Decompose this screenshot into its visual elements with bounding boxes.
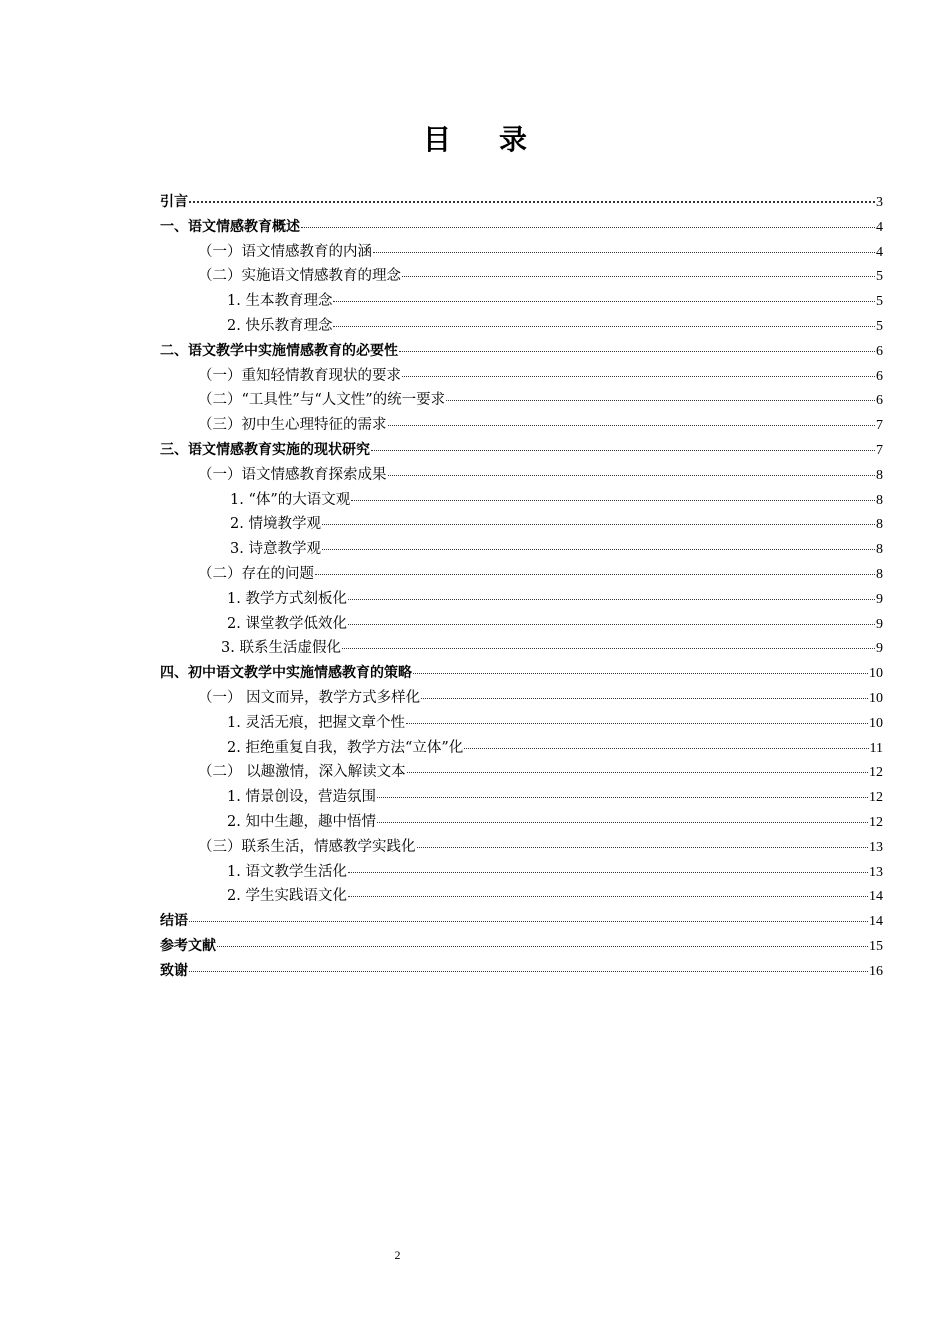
toc-page-number: 12: [869, 814, 883, 830]
toc-entry[interactable]: [160, 512, 883, 537]
toc-entry-title: （一）语文情感教育的内涵: [198, 243, 372, 260]
toc-entry[interactable]: [160, 587, 883, 612]
toc-entry-title: 引言: [160, 194, 188, 210]
toc-entry-title: 四、初中语文教学中实施情感教育的策略: [160, 665, 412, 682]
toc-entry-title: 1. 教学方式刻板化: [227, 590, 347, 607]
toc-leader-dots: [371, 450, 875, 451]
toc-entry-title: 1. 语文教学生活化: [227, 863, 347, 880]
toc-entry-title: 1. 灵活无痕，把握文章个性: [227, 714, 405, 731]
toc-entry[interactable]: [160, 810, 883, 835]
toc-entry[interactable]: [160, 686, 883, 711]
toc-entry-title: 2. 学生实践语文化: [227, 888, 347, 905]
toc-entry[interactable]: [160, 760, 883, 785]
toc-leader-dots: [377, 822, 868, 823]
toc-entry-title: （二）实施语文情感教育的理念: [198, 268, 401, 285]
toc-leader-dots: [351, 500, 875, 501]
toc-page-number: 11: [869, 740, 883, 756]
toc-leader-dots: [322, 524, 875, 525]
toc-leader-dots: [217, 946, 868, 947]
toc-page-number: 14: [869, 889, 883, 905]
toc-entry[interactable]: [160, 612, 883, 637]
toc-leader-dots: [464, 748, 868, 749]
toc-entry[interactable]: [160, 711, 883, 736]
toc-leader-dots: [333, 326, 875, 327]
toc-entry[interactable]: [160, 438, 883, 463]
toc-leader-dots: [189, 971, 868, 972]
toc-page-number: 6: [876, 343, 883, 359]
toc-page-number: 9: [876, 591, 883, 607]
toc-leader-dots: [377, 797, 868, 798]
page-number-footer: 2: [394, 1248, 401, 1262]
toc-page-number: 6: [876, 368, 883, 384]
toc-leader-dots: [189, 201, 875, 203]
toc-page-number: 16: [869, 963, 883, 979]
toc-entry-title: 3. 联系生活虚假化: [221, 640, 341, 657]
toc-leader-dots: [348, 872, 868, 873]
toc-entry[interactable]: [160, 835, 883, 860]
toc-entry[interactable]: [160, 388, 883, 413]
toc-leader-dots: [399, 351, 875, 352]
toc-entry-title: （二）“工具性”与“人文性”的统一要求: [198, 392, 446, 409]
toc-page-number: 8: [876, 467, 883, 483]
page-title: [0, 118, 950, 162]
toc-entry-title: （一）重知轻情教育现状的要求: [198, 367, 401, 384]
toc-page-number: 13: [869, 839, 883, 855]
toc-entry[interactable]: [160, 884, 883, 909]
toc-entry[interactable]: [160, 934, 883, 959]
toc-entry-title: 参考文献: [160, 937, 216, 954]
toc-page-number: 12: [869, 790, 883, 806]
toc-leader-dots: [348, 624, 875, 625]
title-char-1: 目: [422, 123, 451, 156]
toc-page-number: 6: [876, 393, 883, 409]
toc-page-number: 8: [876, 492, 883, 508]
title-char-2: 录: [499, 123, 528, 156]
toc-entry-title: 2. 拒绝重复自我，教学方法“立体”化: [227, 739, 464, 756]
toc-entry-title: 三、语文情感教育实施的现状研究: [160, 441, 370, 458]
toc-page-number: 10: [869, 666, 883, 682]
toc-entry-title: 2. 快乐教育理念: [227, 317, 333, 334]
toc-entry-title: 2. 情境教学观: [230, 516, 321, 533]
toc-entry[interactable]: [160, 736, 883, 761]
toc-entry-title: （一） 因文而异，教学方式多样化: [198, 689, 421, 706]
toc-entry-title: 1. “体”的大语文观: [230, 491, 351, 508]
toc-page-number: 14: [869, 914, 883, 930]
toc-page-number: 8: [876, 517, 883, 533]
toc-page-number: 8: [876, 566, 883, 582]
toc-entry[interactable]: [160, 314, 883, 339]
toc-entry[interactable]: [160, 240, 883, 265]
toc-page-number: 10: [869, 715, 883, 731]
toc-page-number: 4: [876, 219, 883, 235]
toc-leader-dots: [421, 698, 868, 699]
toc-leader-dots: [373, 252, 875, 253]
toc-leader-dots: [322, 549, 875, 550]
table-of-contents: [160, 190, 883, 984]
toc-leader-dots: [348, 896, 868, 897]
toc-entry-title: 结语: [160, 913, 188, 930]
toc-page-number: 3: [876, 195, 883, 210]
toc-entry-title: （二） 以趣激情，深入解读文本: [198, 764, 406, 781]
toc-page-number: 8: [876, 542, 883, 558]
toc-entry-title: （二）存在的问题: [198, 565, 314, 582]
toc-leader-dots: [413, 673, 868, 674]
toc-entry[interactable]: [160, 537, 883, 562]
toc-entry-title: 致谢: [160, 962, 188, 979]
toc-entry[interactable]: [160, 785, 883, 810]
toc-leader-dots: [406, 723, 868, 724]
toc-page-number: 12: [869, 765, 883, 781]
toc-page-number: 5: [876, 269, 883, 285]
toc-entry-title: 2. 知中生趣，趣中悟情: [227, 813, 376, 830]
toc-leader-dots: [301, 227, 875, 228]
toc-entry[interactable]: [160, 264, 883, 289]
toc-entry[interactable]: [160, 215, 883, 240]
toc-entry-title: 二、语文教学中实施情感教育的必要性: [160, 342, 398, 359]
toc-entry[interactable]: [160, 661, 883, 686]
toc-entry-title: 2. 课堂教学低效化: [227, 615, 347, 632]
toc-page-number: 5: [876, 318, 883, 334]
toc-page-number: 13: [869, 864, 883, 880]
toc-entry-title: 一、语文情感教育概述: [160, 218, 300, 235]
toc-entry[interactable]: [160, 959, 883, 984]
toc-entry[interactable]: [160, 636, 883, 661]
toc-entry[interactable]: [160, 562, 883, 587]
toc-leader-dots: [446, 400, 875, 401]
toc-entry-title: （一）语文情感教育探索成果: [198, 466, 387, 483]
toc-leader-dots: [189, 921, 868, 922]
toc-entry[interactable]: [160, 488, 883, 513]
toc-entry[interactable]: [160, 463, 883, 488]
toc-leader-dots: [388, 475, 876, 476]
toc-entry[interactable]: [160, 413, 883, 438]
toc-leader-dots: [417, 847, 869, 848]
toc-entry[interactable]: [160, 289, 883, 314]
toc-page-number: 5: [876, 294, 883, 310]
toc-entry-title: （三）初中生心理特征的需求: [198, 417, 387, 434]
toc-entry[interactable]: [160, 860, 883, 885]
toc-page-number: 7: [876, 418, 883, 434]
toc-entry[interactable]: [160, 364, 883, 389]
toc-entry[interactable]: [160, 339, 883, 364]
toc-entry-title: 1. 情景创设，营造氛围: [227, 789, 376, 806]
toc-page-number: 9: [876, 641, 883, 657]
toc-page-number: 4: [876, 244, 883, 260]
toc-leader-dots: [402, 376, 875, 377]
toc-entry-title: 1. 生本教育理念: [227, 293, 333, 310]
toc-page-number: 10: [869, 690, 883, 706]
toc-leader-dots: [342, 648, 875, 649]
toc-leader-dots: [348, 599, 875, 600]
toc-entry-title: （三）联系生活，情感教学实践化: [198, 838, 416, 855]
toc-page-number: 15: [869, 938, 883, 954]
toc-page-number: 7: [876, 442, 883, 458]
toc-entry[interactable]: [160, 190, 883, 215]
toc-page-number: 9: [876, 616, 883, 632]
toc-entry-title: 3. 诗意教学观: [230, 541, 321, 558]
toc-leader-dots: [407, 772, 868, 773]
toc-leader-dots: [333, 301, 875, 302]
toc-leader-dots: [388, 425, 876, 426]
toc-entry[interactable]: [160, 909, 883, 934]
toc-leader-dots: [402, 276, 875, 277]
toc-leader-dots: [315, 574, 875, 575]
